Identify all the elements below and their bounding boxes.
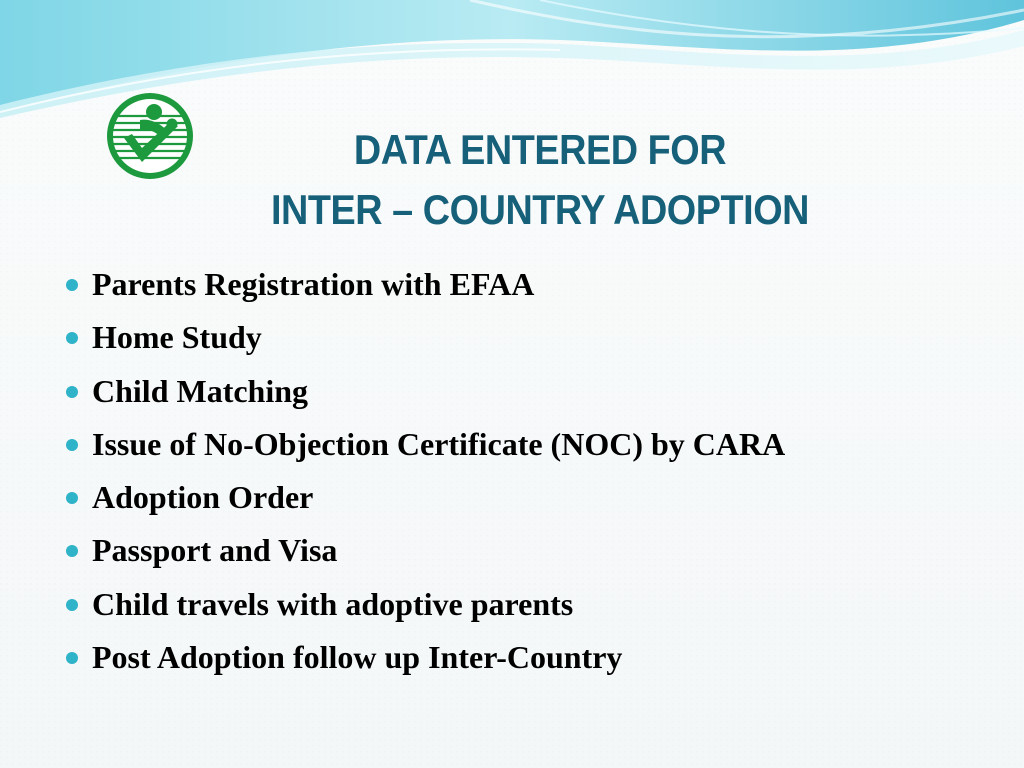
list-item-text: Child Matching: [92, 372, 309, 409]
list-item: [64, 418, 1004, 471]
title-line-2: INTER – COUNTRY ADOPTION: [270, 186, 810, 233]
list-item: [64, 471, 1004, 524]
list-item-text: Passport and Visa: [92, 532, 338, 569]
title-line-1: DATA ENTERED FOR: [353, 126, 727, 173]
list-item: [64, 258, 1004, 311]
list-item-text: Child travels with adoptive parents: [92, 585, 574, 622]
list-item-text: Parents Registration with EFAA: [92, 266, 535, 302]
list-item: [64, 311, 1004, 364]
bullet-icon: [66, 279, 78, 291]
list-item-text: Adoption Order: [92, 479, 314, 516]
bullet-icon: [66, 386, 78, 398]
bullet-list: [64, 258, 1004, 684]
bullet-icon: [66, 439, 78, 451]
list-item: [64, 631, 1004, 684]
bullet-icon: [66, 332, 78, 344]
bullet-icon: [66, 599, 78, 611]
list-item: [64, 578, 1004, 631]
list-item-text: Post Adoption follow up Inter-Country: [92, 639, 623, 676]
list-item: [64, 365, 1004, 418]
bullet-icon: [66, 545, 78, 557]
slide-title: [162, 120, 918, 240]
bullet-icon: [66, 652, 78, 664]
bullet-icon: [66, 492, 78, 504]
list-item-text: Home Study: [92, 319, 262, 356]
list-item: [64, 524, 1004, 577]
list-item-text: Issue of No-Objection Certificate (NOC) by CARA: [92, 425, 786, 462]
